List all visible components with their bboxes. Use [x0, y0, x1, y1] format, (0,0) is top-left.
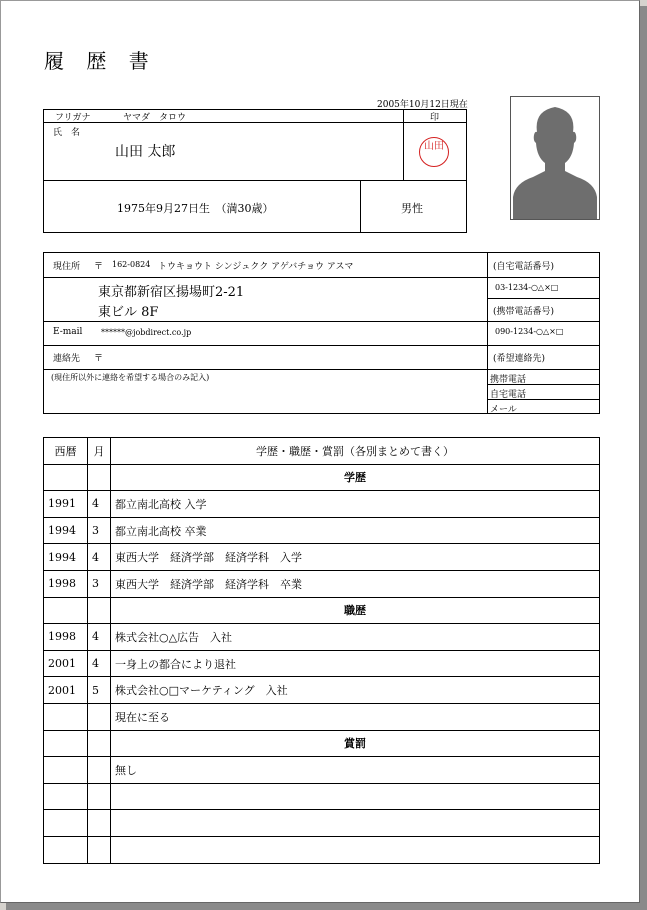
history-month-cell	[88, 810, 111, 837]
history-description-cell	[111, 783, 600, 810]
address-line-2: 東ビル 8F	[98, 305, 159, 320]
mobile-phone-value: 090-1234-○△×□	[495, 327, 564, 336]
profile-photo	[510, 96, 600, 220]
contact-postal-mark: 〒	[94, 354, 104, 364]
history-month-cell: 4	[88, 491, 111, 518]
table-row	[44, 703, 600, 730]
gender-value: 男性	[401, 202, 423, 215]
email-divider	[43, 321, 487, 322]
history-month-cell: 3	[88, 570, 111, 597]
history-year-cell	[44, 730, 88, 757]
history-table	[43, 437, 600, 864]
contact-divider	[43, 345, 600, 346]
history-year-cell: 2001	[44, 677, 88, 704]
seal-stamp: 山田	[419, 137, 449, 167]
history-year-cell: 1991	[44, 491, 88, 518]
name-value: 山田 太郎	[115, 144, 176, 160]
history-month-cell	[88, 464, 111, 491]
home-phone-value: 03-1234-○△×□	[495, 283, 559, 292]
history-month-cell	[88, 730, 111, 757]
seal-divider	[403, 109, 404, 181]
contact-option-home: 自宅電話	[490, 390, 527, 400]
history-description-cell: 現在に至る	[111, 703, 600, 730]
history-month-cell	[88, 703, 111, 730]
history-section-heading: 学歴	[111, 464, 600, 491]
history-section-heading: 賞罰	[111, 730, 600, 757]
email-label: E-mail	[53, 327, 83, 337]
page-shadow-bottom	[6, 903, 647, 910]
preferred-contact-label: (希望連絡先)	[493, 354, 546, 364]
history-description-cell	[111, 810, 600, 837]
table-row	[44, 757, 600, 784]
history-month-cell	[88, 597, 111, 624]
history-month-cell: 4	[88, 650, 111, 677]
furigana-label: フリガナ	[55, 113, 91, 123]
contact-option-email: メール	[490, 405, 517, 415]
email-value: ******@jobdirect.co.jp	[101, 328, 192, 337]
gender-divider	[360, 180, 361, 233]
table-row	[44, 491, 600, 518]
address-kana: トウキョウト シンジュクク アゲバチョウ アスマ	[158, 262, 354, 272]
home-phone-label: (自宅電話番号)	[493, 262, 555, 272]
name-label: 氏 名	[53, 128, 81, 138]
history-description-cell: 東西大学 経済学部 経済学科 卒業	[111, 570, 600, 597]
table-row	[44, 836, 600, 863]
contact-kana-divider	[43, 369, 600, 370]
contact-note: (現住所以外に連絡を希望する場合のみ記入)	[51, 373, 210, 382]
history-year-cell	[44, 703, 88, 730]
address-kana-divider	[43, 277, 600, 278]
phone-divider-1	[487, 298, 600, 299]
history-month-cell: 4	[88, 624, 111, 651]
contact-option-mobile: 携帯電話	[490, 375, 527, 385]
history-year-cell	[44, 757, 88, 784]
history-year-cell: 1998	[44, 624, 88, 651]
table-row	[44, 730, 600, 757]
history-description-cell: 株式会社○□マーケティング 入社	[111, 677, 600, 704]
table-row	[44, 597, 600, 624]
history-month-cell	[88, 757, 111, 784]
table-row	[44, 650, 600, 677]
history-description-cell: 東西大学 経済学部 経済学科 入学	[111, 544, 600, 571]
table-row	[44, 544, 600, 571]
history-section-heading: 職歴	[111, 597, 600, 624]
furigana-value: ヤマダ タロウ	[123, 113, 187, 123]
table-row	[44, 624, 600, 651]
contact-label: 連絡先	[53, 354, 81, 364]
history-header-row	[44, 438, 600, 465]
history-year-cell	[44, 810, 88, 837]
history-month-cell	[88, 836, 111, 863]
mobile-phone-label: (携帯電話番号)	[493, 307, 555, 317]
history-description-cell	[111, 836, 600, 863]
history-description-cell: 一身上の都合により退社	[111, 650, 600, 677]
history-year-cell	[44, 836, 88, 863]
history-year-cell: 1994	[44, 544, 88, 571]
history-month-cell	[88, 783, 111, 810]
history-year-cell: 1994	[44, 517, 88, 544]
table-row	[44, 464, 600, 491]
history-month-cell: 3	[88, 517, 111, 544]
address-label: 現住所	[53, 262, 81, 272]
year-header: 西暦	[44, 438, 88, 465]
history-description-cell: 都立南北高校 卒業	[111, 517, 600, 544]
address-line-1: 東京都新宿区揚場町2-21	[98, 285, 245, 300]
history-year-cell: 2001	[44, 650, 88, 677]
birth-date: 1975年9月27日生 （満30歳）	[117, 202, 274, 215]
history-description-cell: 無し	[111, 757, 600, 784]
history-year-cell	[44, 464, 88, 491]
postal-mark: 〒	[94, 262, 104, 272]
history-description-cell: 都立南北高校 入学	[111, 491, 600, 518]
description-header: 学歴・職歴・賞罰（各別まとめて書く）	[111, 438, 600, 465]
date-label: 2005年10月12日現在	[377, 100, 468, 110]
page-title: 履 歴 書	[44, 49, 157, 73]
phone-divider-2	[487, 321, 600, 322]
table-row	[44, 810, 600, 837]
history-year-cell	[44, 783, 88, 810]
history-month-cell: 4	[88, 544, 111, 571]
history-month-cell: 5	[88, 677, 111, 704]
page-shadow-right	[640, 6, 647, 910]
history-year-cell: 1998	[44, 570, 88, 597]
table-row	[44, 677, 600, 704]
table-row	[44, 517, 600, 544]
history-year-cell	[44, 597, 88, 624]
history-description-cell: 株式会社○△広告 入社	[111, 624, 600, 651]
table-row	[44, 570, 600, 597]
month-header: 月	[88, 438, 111, 465]
seal-label: 印	[430, 113, 440, 123]
table-row	[44, 783, 600, 810]
postal-code: 162-0824	[112, 260, 151, 269]
person-silhouette-icon	[511, 97, 599, 219]
